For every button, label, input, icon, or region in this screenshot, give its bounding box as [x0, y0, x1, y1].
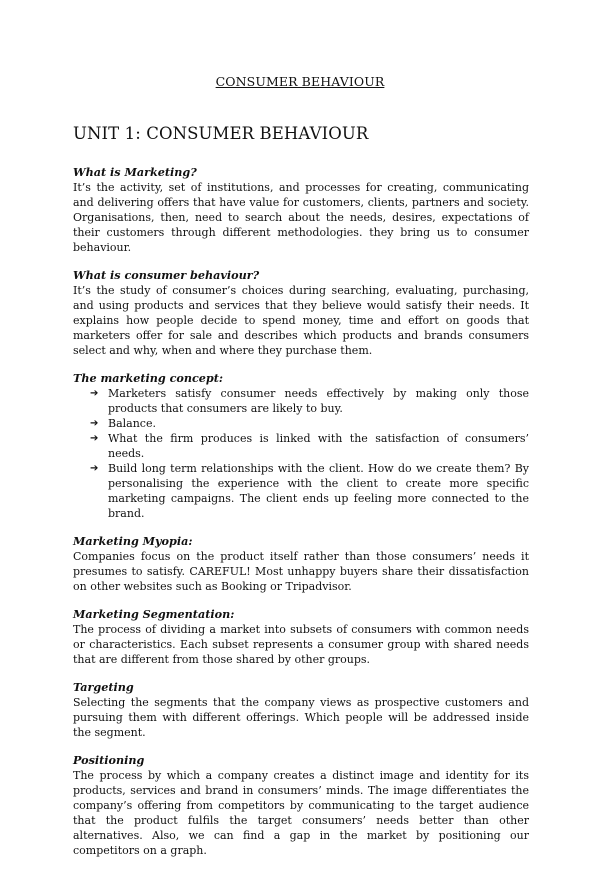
section-heading: What is Marketing? — [73, 165, 197, 179]
section-marketing — [73, 165, 529, 255]
list-item-text: Balance. — [108, 417, 156, 430]
right-arrow-icon: ➔ — [90, 388, 99, 399]
list-item-text: What the firm produces is linked with the satisfaction of consumers’ needs. — [108, 432, 529, 460]
list-item — [90, 416, 529, 431]
list-item — [90, 386, 529, 416]
section-paragraph: The process of dividing a market into subsets of consumers with common needs or characteristics. Each subset represents a consumer group with shared needs that are different from those shared by other groups. — [73, 623, 529, 666]
right-arrow-icon: ➔ — [90, 433, 99, 444]
list-item — [90, 431, 529, 461]
section-heading: Targeting — [73, 680, 134, 694]
section-heading: What is consumer behaviour? — [73, 268, 260, 282]
section-heading: The marketing concept: — [73, 371, 224, 385]
right-arrow-icon: ➔ — [90, 463, 99, 474]
section-targeting — [73, 680, 529, 740]
section-paragraph: It’s the activity, set of institutions, and processes for creating, communicating and delivering offers that have value for customers, clients, partners and society. Organisations, then, need to search about the needs, desires, expectations of their customers through different methodologies. they bring us to consumer behaviour. — [73, 181, 529, 254]
unit-title: UNIT 1: CONSUMER BEHAVIOUR — [73, 124, 369, 143]
section-heading: Marketing Myopia: — [73, 534, 193, 548]
list-item-text: Build long term relationships with the client. How do we create them? By personalising the experience with the client to create more specific marketing campaigns. The client ends up feeling more connected to the brand. — [108, 462, 529, 520]
section-paragraph: Companies focus on the product itself rather than those consumers’ needs it presumes to satisfy. CAREFUL! Most unhappy buyers share their dissatisfaction on other websites such as Booking or Tripadvisor. — [73, 550, 529, 593]
section-consumer-behaviour — [73, 268, 529, 358]
section-paragraph: Selecting the segments that the company views as prospective customers and pursuing them with different offerings. Which people will be addressed inside the segment. — [73, 696, 529, 739]
bullet-list — [73, 386, 529, 521]
list-item — [90, 461, 529, 521]
list-item-text: Marketers satisfy consumer needs effectively by making only those products that consumers are likely to buy. — [108, 387, 529, 415]
right-arrow-icon: ➔ — [90, 418, 99, 429]
section-marketing-concept — [73, 371, 529, 521]
document-body — [73, 165, 529, 871]
section-heading: Positioning — [73, 753, 145, 767]
section-marketing-segmentation — [73, 607, 529, 667]
section-paragraph: The process by which a company creates a distinct image and identity for its products, services and brand in consumers’ minds. The image differentiates the company’s offering from competitors by communicating to the target audience that the product fulfils the target consumers’ needs better than other alternatives. Also, we can find a gap in the market by positioning our competitors on a graph. — [73, 769, 529, 857]
section-marketing-myopia — [73, 534, 529, 594]
section-positioning — [73, 753, 529, 858]
section-heading: Marketing Segmentation: — [73, 607, 235, 621]
section-paragraph: It’s the study of consumer’s choices during searching, evaluating, purchasing, and using products and services that they believe would satisfy their needs. It explains how people decide to spend money, time and effort on goods that marketers offer for sale and describes which products and brands consumers select and why, when and where they purchase them. — [73, 284, 529, 357]
document-title: CONSUMER BEHAVIOUR — [215, 74, 385, 89]
